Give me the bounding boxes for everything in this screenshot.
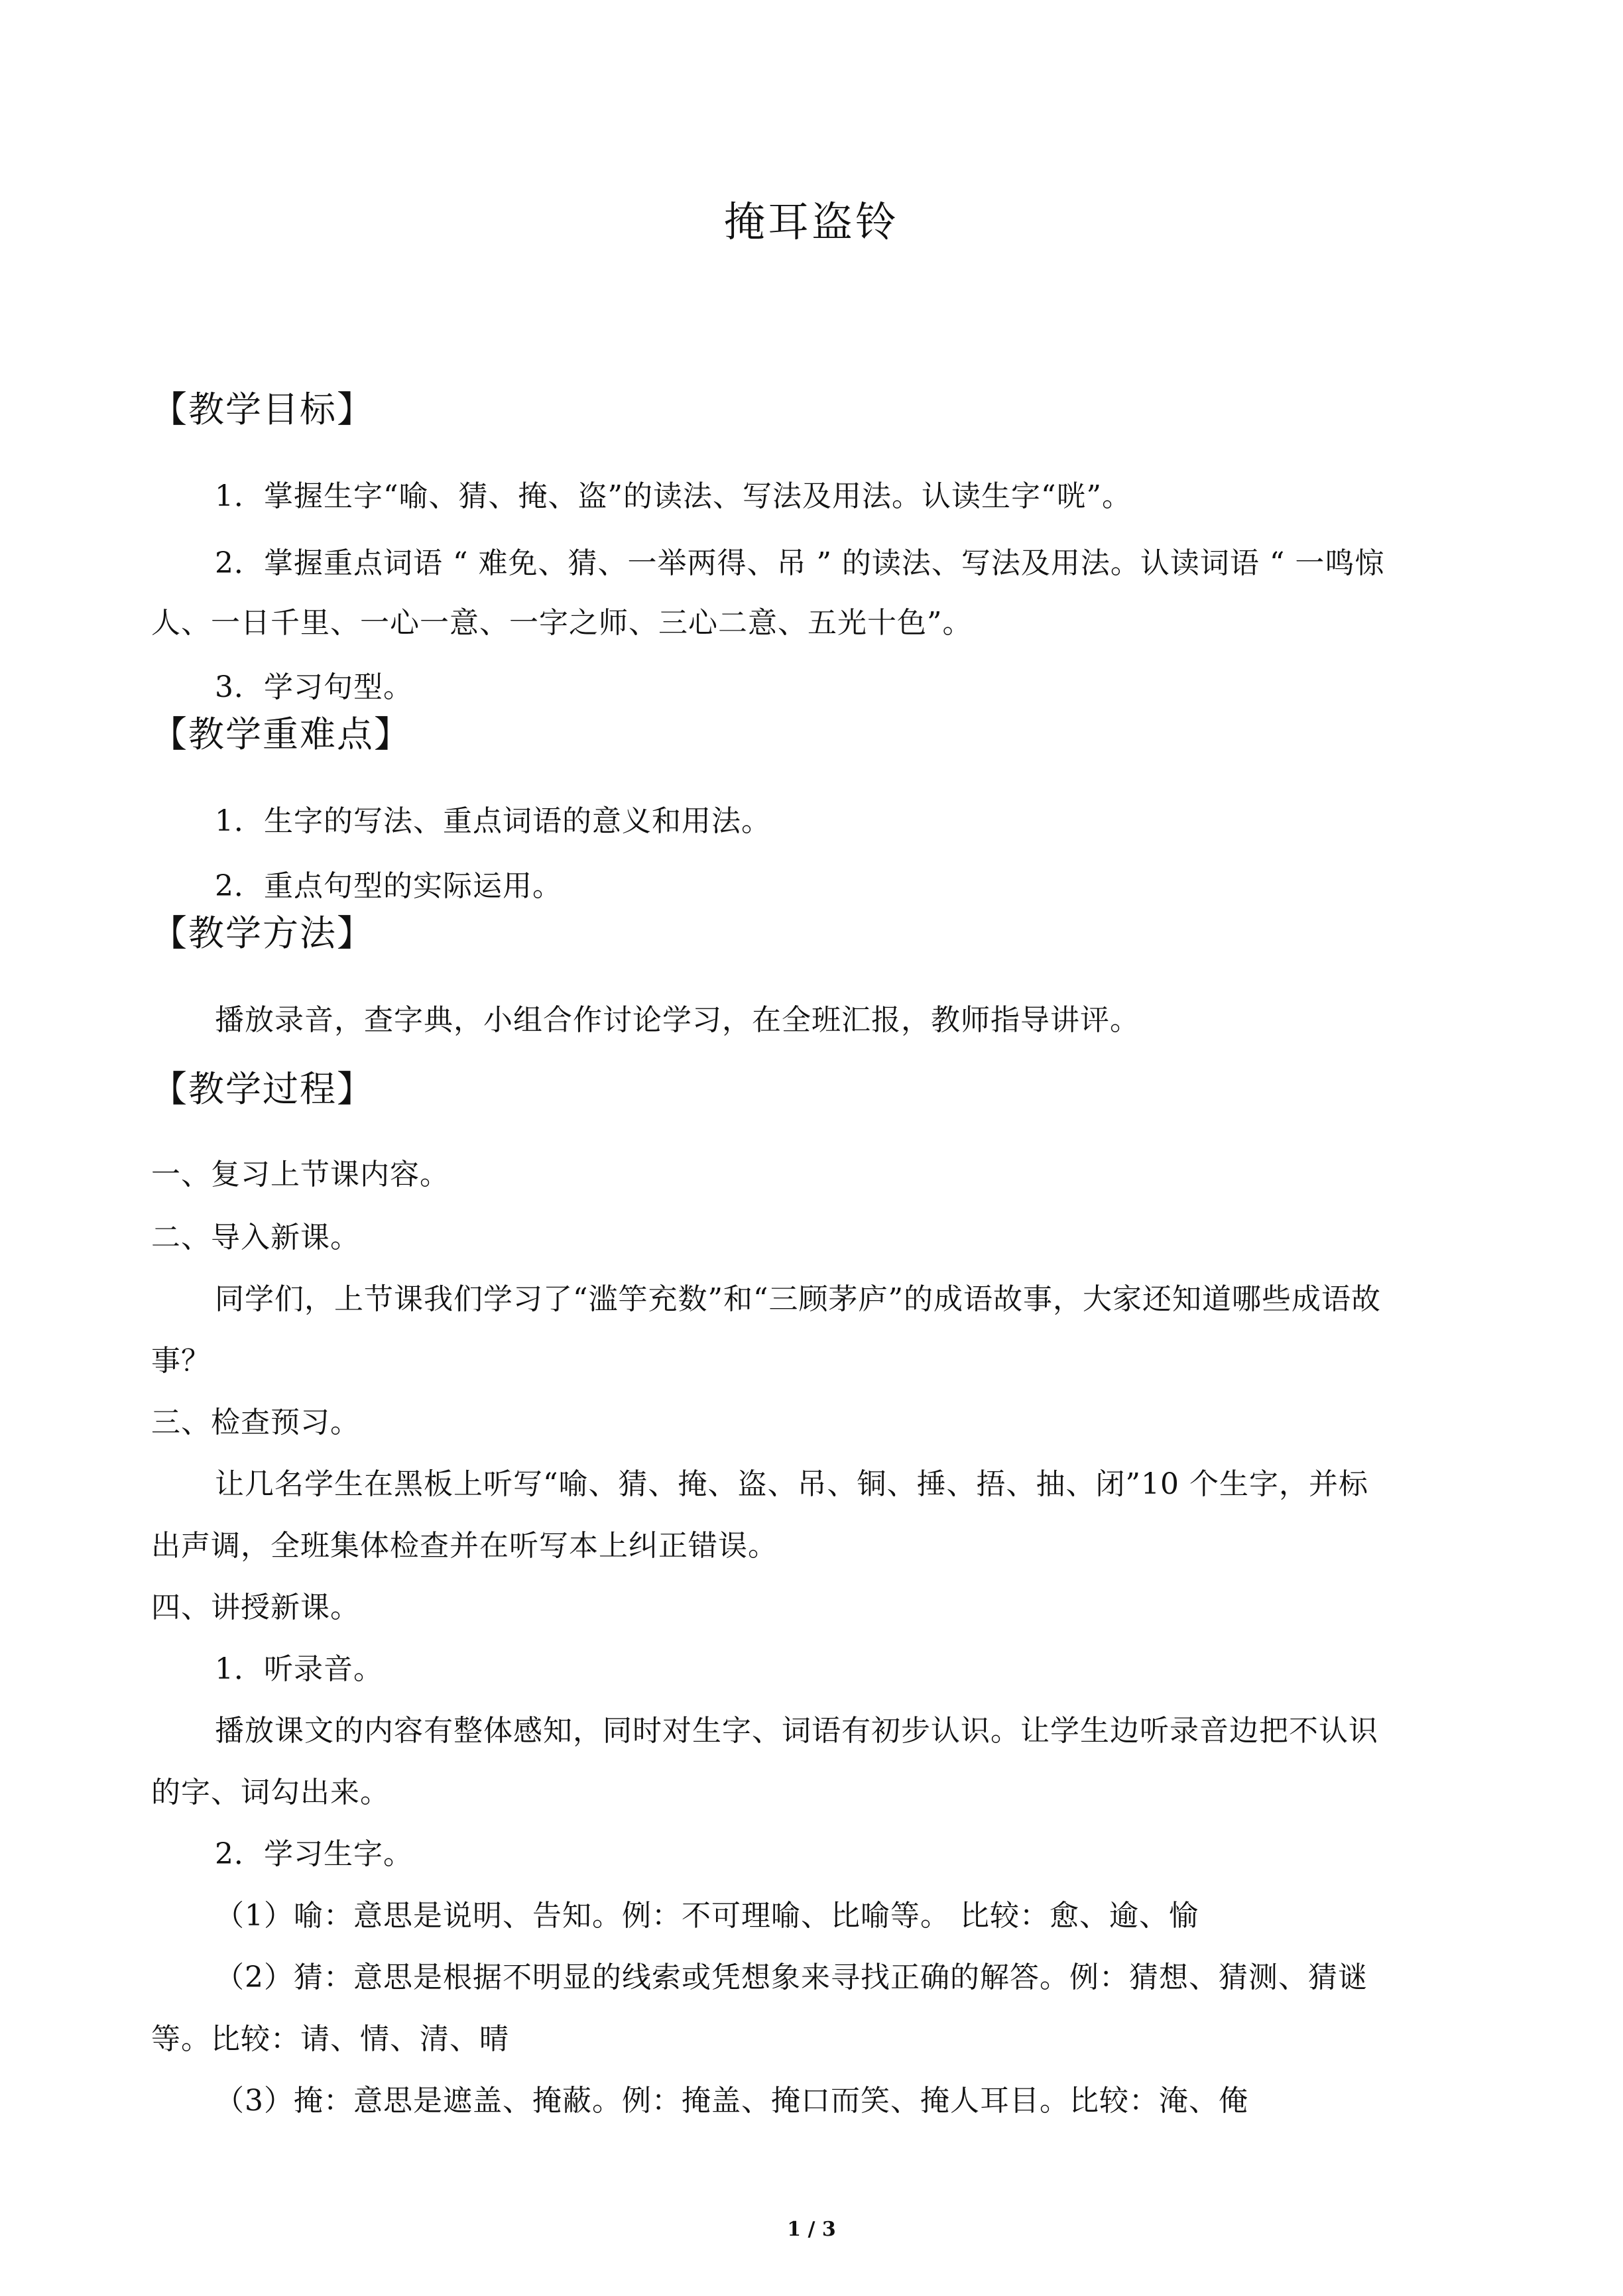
paragraph-line: 2．掌握重点词语 “ 难免、猜、一举两得、吊 ” 的读法、写法及用法。认读词语 “ 一鸣惊 — [215, 546, 1385, 580]
paragraph-line: 1．掌握生字“喻、猜、掩、盗”的读法、写法及用法。认读生字“咣”。 — [215, 479, 1132, 513]
paragraph-line: 二、导入新课。 — [151, 1221, 360, 1254]
paragraph-line: 播放录音，查字典，小组合作讨论学习，在全班汇报，教师指导讲评。 — [215, 1003, 1140, 1037]
section-heading-key-points: 【教学重难点】 — [151, 713, 411, 755]
paragraph-line: 3．学习句型。 — [215, 670, 413, 704]
paragraph-line: 三、检查预习。 — [151, 1406, 360, 1439]
paragraph-line: （1）喻：意思是说明、告知。例：不可理喻、比喻等。 比较：愈、逾、愉 — [215, 1899, 1199, 1933]
paragraph-line: 播放课文的内容有整体感知，同时对生字、词语有初步认识。让学生边听录音边把不认识 — [215, 1714, 1378, 1748]
paragraph-line: 2．学习生字。 — [215, 1837, 413, 1871]
paragraph-line: 四、讲授新课。 — [151, 1591, 360, 1624]
paragraph-line: 人、一日千里、一心一意、一字之师、三心二意、五光十色”。 — [151, 606, 973, 640]
section-heading-objectives: 【教学目标】 — [151, 389, 374, 430]
paragraph-line: 一、复习上节课内容。 — [151, 1158, 450, 1191]
paragraph-line: 1．生字的写法、重点词语的意义和用法。 — [215, 804, 771, 838]
paragraph-line: 出声调，全班集体检查并在听写本上纠正错误。 — [151, 1529, 778, 1563]
page-number: 1 / 3 — [787, 2218, 836, 2241]
paragraph-line: 1．听录音。 — [215, 1652, 383, 1686]
paragraph-line: （2）猜：意思是根据不明显的线索或凭想象来寻找正确的解答。例：猜想、猜测、猜谜 — [215, 1961, 1368, 1994]
section-heading-process: 【教学过程】 — [151, 1068, 374, 1110]
paragraph-line: 同学们，上节课我们学习了“滥竽充数”和“三顾茅庐”的成语故事，大家还知道哪些成语故 — [215, 1282, 1381, 1316]
paragraph-line: 的字、词勾出来。 — [151, 1776, 390, 1809]
section-heading-methods: 【教学方法】 — [151, 912, 374, 954]
paragraph-line: （3）掩：意思是遮盖、掩蔽。例：掩盖、掩口而笑、掩人耳目。比较：淹、俺 — [215, 2084, 1248, 2118]
paragraph-line: 让几名学生在黑板上听写“喻、猜、掩、盗、吊、铜、捶、捂、抽、闭”10 个生字，并标 — [215, 1467, 1368, 1501]
document-title: 掩耳盗铃 — [723, 198, 899, 246]
paragraph-line: 2．重点句型的实际运用。 — [215, 869, 562, 903]
paragraph-line: 事？ — [151, 1344, 211, 1378]
paragraph-line: 等。比较：请、情、清、晴 — [151, 2022, 509, 2056]
